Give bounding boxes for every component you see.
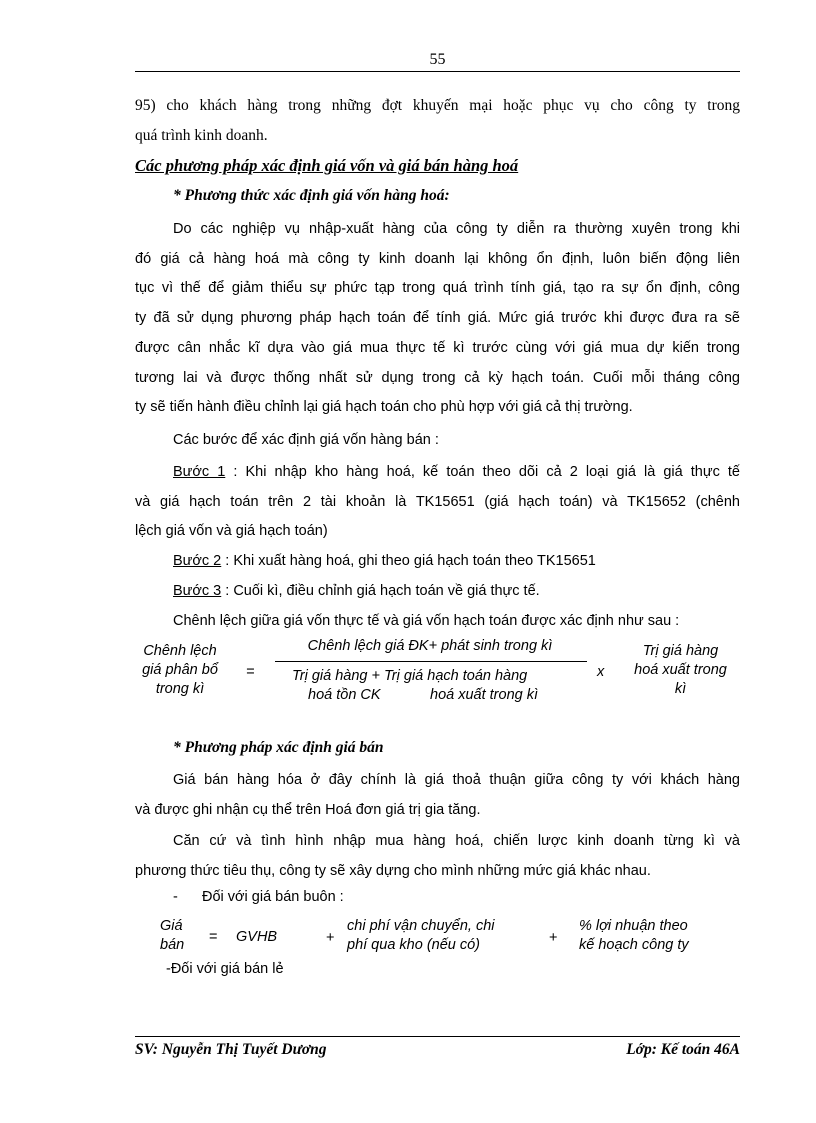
footer-student: SV: Nguyễn Thị Tuyết Dương <box>135 1041 327 1058</box>
fraction-bar <box>275 661 587 662</box>
paragraph-line: và được ghi nhận cụ thể trên Hoá đơn giá trị gia tăng. <box>135 801 481 818</box>
step-2 <box>135 547 740 577</box>
section-heading: Các phương pháp xác định giá vốn và giá bán hàng hoá <box>135 156 519 175</box>
step-3-text: : Cuối kì, điều chỉnh giá hạch toán về giá thực tế. <box>221 582 540 599</box>
paragraph-line: đó giá cả hàng hoá mà công ty kinh doanh lại không ổn định, luôn biến động liên <box>135 250 740 267</box>
formula-cost: phí qua kho (nếu có) <box>347 937 481 953</box>
formula-denominator: Trị giá hàng + Trị giá hạch toán hàng <box>292 668 528 684</box>
paragraph-line: tục vì thế để giảm thiểu sự phức tạp trong quá trình tính giá, tạo ra sự ổn định, công <box>135 280 740 297</box>
formula-text: Trị giá hàng <box>642 643 719 659</box>
formula-text: trong kì <box>155 681 205 697</box>
paragraph-line: ty đã sử dụng phương pháp hạch toán để tính giá. Mức giá trước khi được đưa ra sẽ <box>135 310 740 327</box>
paragraph <box>135 827 740 886</box>
step-2-text: : Khi xuất hàng hoá, ghi theo giá hạch toán theo TK15651 <box>221 553 596 570</box>
footer-class: Lớp: Kế toán 46A <box>626 1041 740 1058</box>
formula-ban: bán <box>160 937 185 953</box>
list-dash: - <box>173 889 178 905</box>
steps-block <box>135 458 740 636</box>
page-number: 55 <box>429 51 446 68</box>
paragraph-line: Do các nghiệp vụ nhập-xuất hàng của công ty diễn ra thường xuyên trong khi <box>173 221 740 237</box>
formula-plus: + <box>326 930 335 946</box>
paragraph-line: ty sẽ tiến hành điều chỉnh lại giá hạch toán cho phù hợp với giá cả thị trường. <box>135 399 633 416</box>
formula-gvhb: GVHB <box>236 929 278 945</box>
step-2-label: Bước 2 <box>173 553 222 570</box>
formula-denominator: hoá xuất trong kì <box>430 687 539 703</box>
paragraph-line: phương thức tiêu thụ, công ty sẽ xây dựng cho mình những mức giá khác nhau. <box>135 862 651 879</box>
formula-plus: + <box>549 930 558 946</box>
steps-intro: Các bước để xác định giá vốn hàng bán : <box>173 432 439 448</box>
formula-profit: % lợi nhuận theo <box>579 918 688 934</box>
wholesale-label: Đối với giá bán buôn : <box>202 889 344 905</box>
formula-numerator: Chênh lệch giá ĐK+ phát sinh trong kì <box>307 638 553 654</box>
formula-text: giá phân bổ <box>142 662 218 678</box>
step-1-continued: lệch giá vốn và giá hạch toán) <box>135 523 328 540</box>
subsection-heading: * Phương thức xác định giá vốn hàng hoá: <box>173 187 450 204</box>
step-1 <box>135 458 740 488</box>
body-line: quá trình kinh doanh. <box>135 127 268 144</box>
step-3 <box>135 577 740 607</box>
paragraph <box>135 215 740 423</box>
formula-right-term <box>618 642 743 699</box>
formula-denominator: hoá tồn CK <box>308 687 381 703</box>
difference-intro: Chênh lệch giữa giá vốn thực tế và giá vốn hạch toán được xác định như sau : <box>173 612 680 629</box>
formula-gia: Giá <box>160 918 183 934</box>
formula-profit: kế hoạch công ty <box>579 937 689 953</box>
header-rule <box>135 71 740 72</box>
step-1-label: Bước 1 <box>173 464 226 480</box>
formula-cost: chi phí vận chuyển, chi <box>347 918 495 934</box>
formula-text: Chênh lệch <box>143 643 217 659</box>
step-3-label: Bước 3 <box>173 582 222 599</box>
body-line: 95) cho khách hàng trong những đợt khuyến mại hoặc phục vụ cho công ty trong <box>135 97 740 114</box>
retail-label: -Đối với giá bán lẻ <box>166 961 284 977</box>
formula-text: kì <box>674 681 687 697</box>
subsection-heading: * Phương pháp xác định giá bán <box>173 739 384 756</box>
step-1-continued: và giá hạch toán trên 2 tài khoản là TK15651 (giá hạch toán) và TK15652 (chênh <box>135 493 740 510</box>
formula-equals: = <box>209 929 218 945</box>
paragraph <box>135 766 740 825</box>
formula-times: x <box>597 664 605 680</box>
step-1-text: : Khi nhập kho hàng hoá, kế toán theo dõi cả 2 loại giá là giá thực tế <box>225 464 740 480</box>
formula-left-term <box>130 642 230 699</box>
formula-text: hoá xuất trong <box>634 662 727 678</box>
footer-rule <box>135 1036 740 1037</box>
paragraph-line: Giá bán hàng hóa ở đây chính là giá thoả thuận giữa công ty với khách hàng <box>173 772 740 788</box>
paragraph-line: Căn cứ và tình hình nhập mua hàng hoá, chiến lược kinh doanh từng kì và <box>173 833 740 849</box>
formula-equals: = <box>246 664 255 680</box>
paragraph-line: được cân nhắc kĩ dựa vào giá mua thực tế kì trước cùng với giá mua dự kiến trong <box>135 339 740 356</box>
paragraph-line: tương lai và được thống nhất sử dụng trong cả kỳ hạch toán. Cuối mỗi tháng công <box>135 369 740 386</box>
